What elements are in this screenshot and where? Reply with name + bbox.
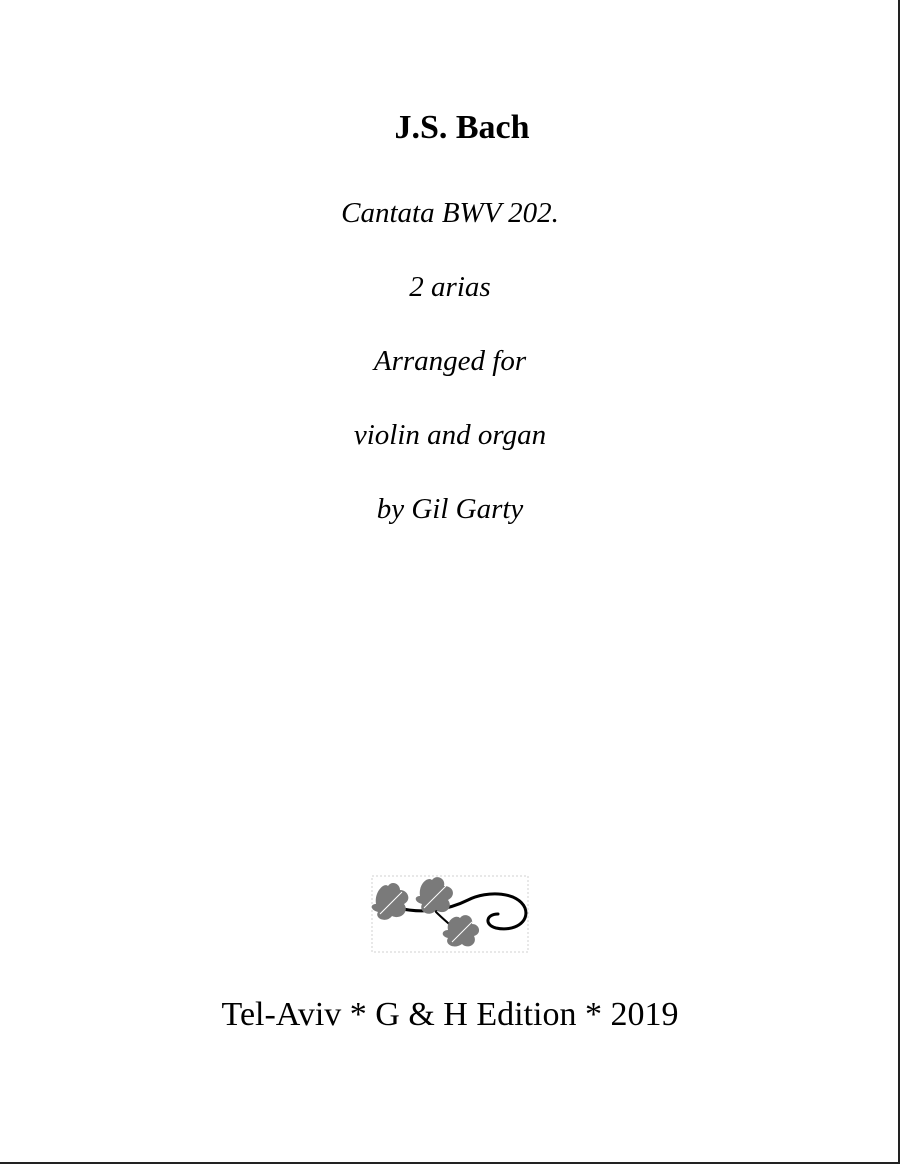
leaf-vine-ornament-icon	[368, 874, 532, 956]
arranger-line: by Gil Garty	[376, 493, 524, 525]
publisher-line: Tel-Aviv * G & H Edition * 2019	[221, 996, 679, 1033]
contents-line: 2 arias	[409, 271, 491, 303]
work-title: Cantata BWV 202.	[341, 197, 559, 229]
arranged-for-line: Arranged for	[373, 345, 527, 377]
composer-name: J.S. Bach	[394, 109, 530, 146]
instrumentation-line: violin and organ	[353, 419, 547, 451]
